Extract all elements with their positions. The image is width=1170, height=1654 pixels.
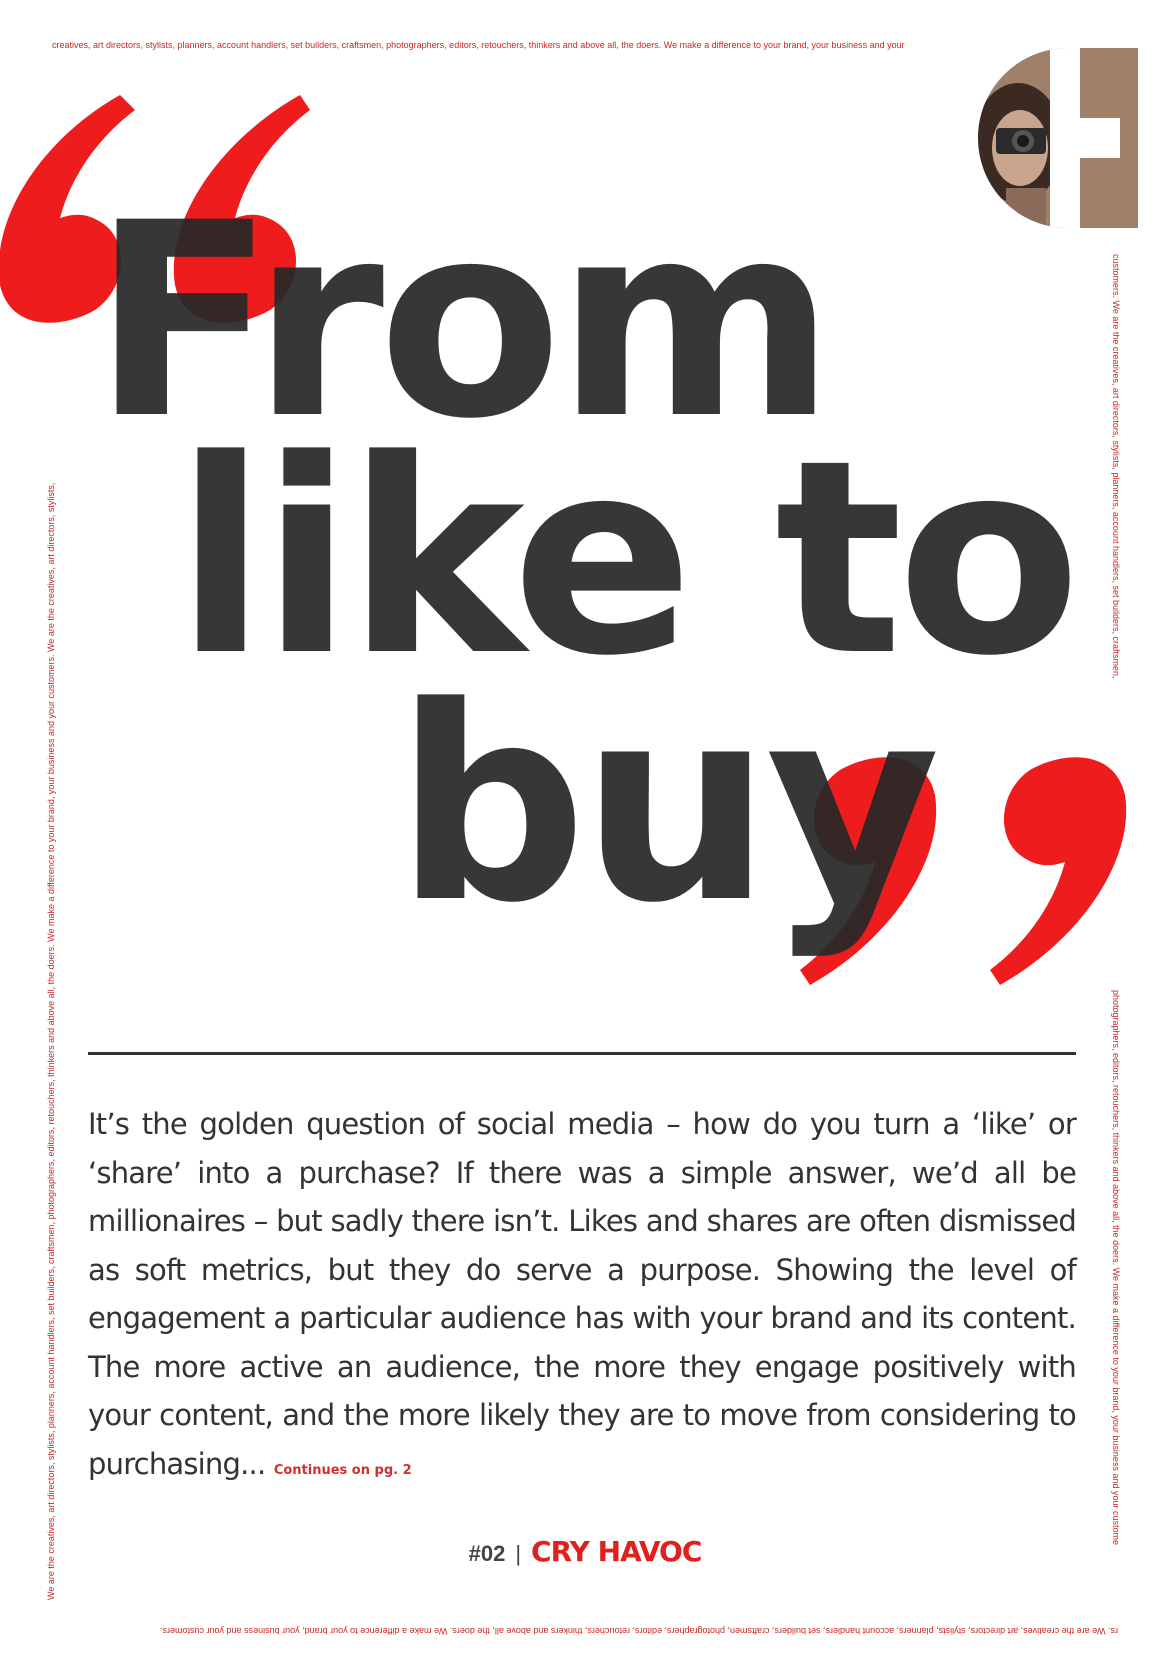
headline-line-2: like to (175, 403, 1076, 715)
border-text-bottom: rs. We are the creatives, art directors, stylists, planners, account handlers, set builders, craftsmen, photographers, editors, retouchers, thinkers and above all, the doers. We make a difference to your brand, your business and your customers. (160, 1626, 1118, 1636)
cry-havoc-logo-badge (978, 48, 1138, 228)
border-text-left: We are the creatives, art directors, stylists, planners, account handlers, set builders, craftsmen, photographers, editors, retouchers, thinkers and above all, the doers. We make a difference to your brand, your business and your customers. We are the creatives, art directors, stylists, (46, 482, 56, 1600)
headline-line-1: From (92, 166, 830, 478)
continues-link[interactable]: Continues on pg. 2 (273, 1462, 412, 1478)
article-intro (88, 1100, 1076, 1495)
footer-separator: | (515, 1541, 522, 1566)
border-text-top: creatives, art directors, stylists, planners, account handlers, set builders, craftsmen, photographers, editors, retouchers, thinkers and above all, the doers. We make a difference to your brand, your business and your (52, 40, 905, 50)
brand-name: CRY HAVOC (531, 1535, 702, 1568)
article-intro-text: It’s the golden question of social media – how do you turn a ‘like’ or ‘share’ into a purchase? If there was a simple answer, we’d all be millionaires – but sadly there isn’t. Likes and shares are often dismissed as soft metrics, but they do serve a purpose. Showing the level of engagement a particular audience has with your brand and its content. The more active an audience, the more they engage positively with your content, and the more likely they are to move from considering to purchasing... (88, 1107, 1076, 1481)
divider-rule (88, 1052, 1076, 1055)
border-text-right-lower: photographers, editors, retouchers, thinkers and above all, the doers. We make a difference to your brand, your business and your custome (1111, 990, 1121, 1545)
page-footer (0, 1535, 1170, 1568)
border-text-right-upper: customers. We are the creatives, art directors, stylists, planners, account handlers, set builders, craftsmen, (1111, 254, 1121, 679)
headline-line-3: buy (395, 650, 935, 962)
issue-number: #02 (468, 1541, 506, 1566)
